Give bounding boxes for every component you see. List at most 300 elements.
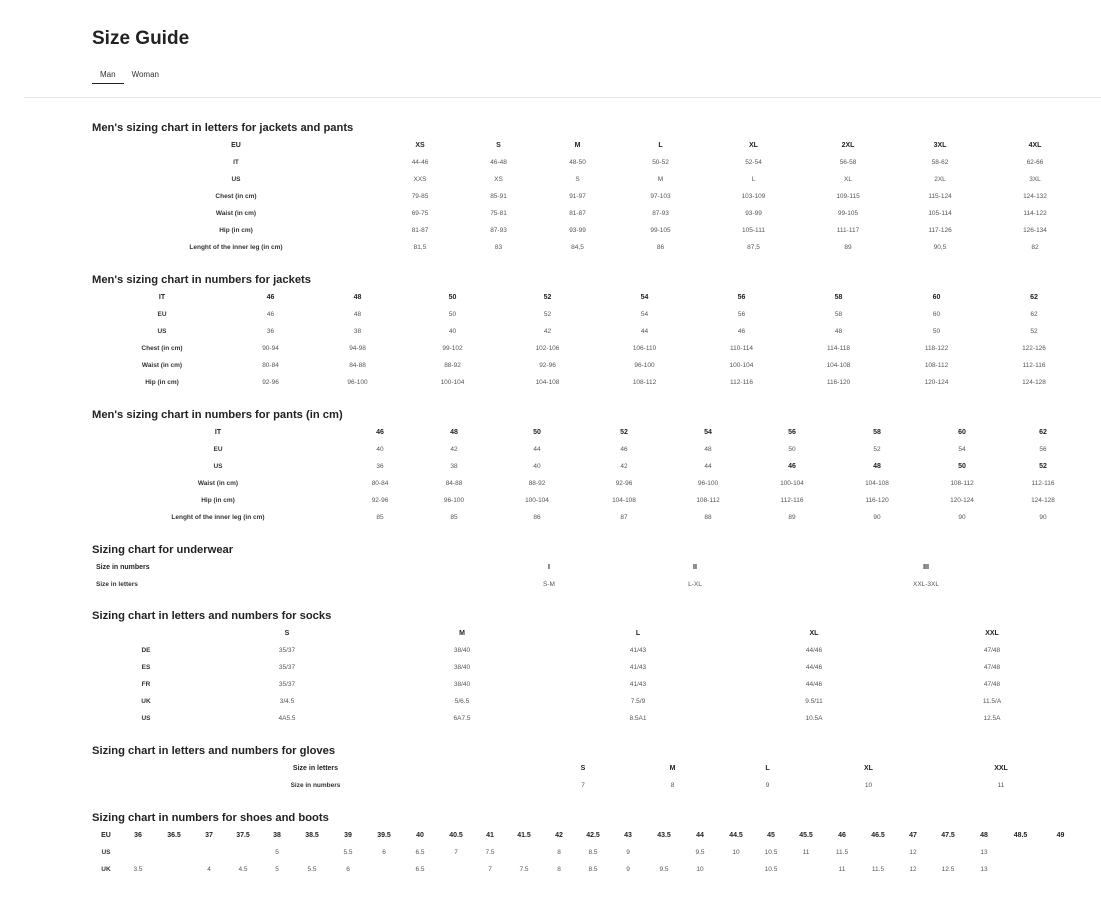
table-cell: 93-99: [745, 210, 762, 217]
table-cell: XS: [494, 176, 503, 183]
section-title: Sizing chart in numbers for shoes and boots: [92, 812, 329, 824]
table-cell: 48-50: [569, 159, 586, 166]
table-row: [92, 340, 1082, 357]
section-title: Sizing chart in letters and numbers for gloves: [92, 745, 336, 757]
table-cell: 56: [737, 311, 746, 318]
table-cell: 38: [353, 328, 362, 335]
table-cell: 50: [448, 311, 457, 318]
row-label: Lenght of the inner leg (in cm): [171, 514, 265, 521]
table-cell: 8.5: [588, 849, 598, 856]
table-cell: 7.5: [485, 849, 495, 856]
table-row: [92, 289, 1082, 306]
table-cell: 46: [838, 832, 846, 839]
row-label: Waist (in cm): [197, 480, 239, 487]
row-label: UK: [141, 698, 151, 705]
table-cell: 10: [732, 849, 740, 856]
row-label: US: [231, 176, 241, 183]
size-table: [92, 289, 1082, 391]
table-cell: 44/46: [805, 681, 823, 688]
table-cell: 47: [909, 832, 917, 839]
table-cell: 9: [626, 849, 630, 856]
table-cell: 60: [932, 294, 941, 301]
table-cell: 52: [620, 429, 628, 436]
table-cell: S: [575, 176, 580, 183]
table-cell: 99-102: [442, 345, 463, 352]
table-cell: 36: [376, 463, 384, 470]
row-label: Lenght of the inner leg (in cm): [189, 244, 283, 251]
table-cell: 5: [275, 866, 279, 873]
table-cell: 88-92: [444, 362, 461, 369]
table-cell: III: [923, 564, 929, 571]
table-cell: 50: [788, 446, 796, 453]
table-cell: 3/4.5: [279, 698, 295, 705]
table-cell: 37: [205, 832, 213, 839]
table-cell: L: [635, 630, 641, 637]
table-cell: 88-92: [528, 480, 546, 487]
table-cell: L: [751, 176, 756, 183]
table-cell: 12: [909, 866, 917, 873]
table-row: [92, 659, 1082, 676]
table-cell: 52: [1030, 328, 1038, 335]
table-cell: 96-100: [697, 480, 719, 487]
table-cell: 126-134: [1023, 227, 1047, 234]
table-cell: 92-96: [615, 480, 633, 487]
section-underwear: [92, 543, 1082, 593]
table-cell: 38/40: [453, 681, 471, 688]
table-cell: [156, 861, 192, 878]
table-cell: 117-126: [928, 227, 952, 234]
table-cell: 50: [932, 328, 941, 335]
table-cell: 90-94: [262, 345, 279, 352]
table-cell: 10.5: [764, 849, 778, 856]
table-row: [92, 676, 1082, 693]
table-cell: 114-118: [827, 345, 850, 352]
table-cell: 5.5: [307, 866, 317, 873]
table-cell: 45: [767, 832, 775, 839]
table-cell: 90: [873, 514, 881, 521]
table-cell: 35/37: [278, 681, 296, 688]
table-cell: 86: [533, 514, 541, 521]
table-cell: 111-117: [836, 227, 860, 234]
table-cell: 58: [873, 429, 881, 436]
table-cell: M: [669, 765, 676, 772]
table-cell: 60: [932, 311, 941, 318]
table-cell: 47.5: [941, 832, 955, 839]
table-cell: 38/40: [453, 647, 471, 654]
table-cell: 108-112: [632, 379, 657, 386]
table-cell: [1002, 844, 1039, 861]
table-cell: 46: [788, 463, 796, 470]
table-cell: 92-96: [262, 379, 279, 386]
table-cell: 10: [696, 866, 704, 873]
table-cell: 102-106: [535, 345, 560, 352]
table-cell: 81,5: [413, 244, 427, 251]
table-cell: 87-93: [490, 227, 507, 234]
table-cell: XS: [415, 142, 425, 149]
table-row: [92, 171, 1082, 188]
table-row: [92, 222, 1082, 239]
table-cell: [860, 844, 896, 861]
table-cell: 44: [696, 832, 704, 839]
table-cell: 96-100: [443, 497, 465, 504]
table-cell: 52: [543, 294, 552, 301]
table-cell: 85-91: [490, 193, 507, 200]
table-cell: 40: [376, 446, 384, 453]
row-label: Hip (in cm): [219, 227, 253, 234]
table-cell: 11.5: [871, 866, 885, 873]
table-cell: XL: [844, 176, 852, 183]
table-cell: 49: [1056, 832, 1065, 839]
table-cell: 47/48: [983, 647, 1001, 654]
table-cell: 112-116: [1031, 480, 1055, 487]
table-cell: 100-104: [525, 497, 549, 504]
table-cell: 120-124: [950, 497, 974, 504]
table-cell: 112-116: [730, 379, 753, 386]
table-cell: XL: [749, 142, 758, 149]
table-cell: 54: [640, 311, 649, 318]
table-cell: 81-87: [411, 227, 429, 234]
table-cell: 58: [834, 311, 843, 318]
table-cell: 4A5.5: [278, 715, 296, 722]
table-cell: 41/43: [629, 664, 647, 671]
table-cell: 9: [765, 782, 770, 789]
table-row: [92, 458, 1082, 475]
table-cell: S: [284, 630, 290, 637]
table-cell: XXL: [994, 765, 1008, 772]
row-label: DE: [141, 647, 151, 654]
table-cell: 9.5/11: [805, 698, 823, 705]
size-table: [92, 760, 1082, 794]
table-cell: 12: [909, 849, 917, 856]
table-cell: [156, 844, 192, 861]
table-cell: [788, 861, 824, 878]
table-cell: 69-75: [411, 210, 429, 217]
table-row: [92, 861, 1082, 878]
table-cell: 48: [873, 463, 881, 470]
table-cell: 47/48: [983, 681, 1001, 688]
table-cell: 48: [980, 832, 988, 839]
table-cell: 44-46: [411, 159, 429, 166]
table-cell: 105-111: [742, 227, 765, 234]
table-cell: 104-108: [826, 362, 851, 369]
table-cell: 7: [454, 849, 458, 856]
section-title: Men's sizing chart in numbers for pants (in cm): [92, 409, 343, 421]
table-cell: 52: [873, 446, 881, 453]
table-cell: 81-87: [569, 210, 586, 217]
table-cell: 8.5: [588, 866, 598, 873]
table-cell: 108-112: [924, 362, 949, 369]
table-cell: L: [658, 142, 663, 149]
row-label: Waist (in cm): [141, 362, 183, 369]
table-cell: 41/43: [629, 647, 647, 654]
table-cell: 112-116: [780, 497, 804, 504]
table-cell: 9.5: [659, 866, 669, 873]
table-cell: 124-128: [1022, 379, 1046, 386]
table-cell: 97-103: [650, 193, 671, 200]
table-cell: 58: [834, 294, 843, 301]
table-cell: [1002, 861, 1039, 878]
table-row: [92, 576, 1082, 593]
table-cell: I: [548, 564, 550, 571]
table-row: [92, 441, 1082, 458]
table-cell: 11: [802, 849, 810, 856]
table-cell: 50-52: [652, 159, 669, 166]
table-cell: 8: [670, 782, 675, 789]
table-cell: 46: [376, 429, 384, 436]
tab-woman[interactable]: Woman: [131, 70, 159, 79]
size-table: [92, 559, 1082, 593]
header-divider: [24, 97, 1101, 98]
table-cell: 41/43: [629, 681, 647, 688]
table-cell: 90: [958, 514, 966, 521]
table-cell: 12.5A: [983, 715, 1001, 722]
table-cell: 37.5: [236, 832, 250, 839]
row-label: Size in numbers: [96, 564, 150, 571]
row-label: Hip (in cm): [201, 497, 235, 504]
table-cell: 124-128: [1031, 497, 1055, 504]
row-label: Hip (in cm): [145, 379, 179, 386]
table-cell: 6: [382, 849, 386, 856]
table-cell: 56-58: [839, 159, 857, 166]
table-cell: 84,5: [571, 244, 584, 251]
page-title: Size Guide: [92, 28, 190, 49]
table-row: [92, 642, 1082, 659]
section-title: Men's sizing chart in numbers for jackets: [92, 274, 312, 286]
table-cell: [506, 844, 542, 861]
table-row: [92, 475, 1082, 492]
table-cell: 50: [448, 294, 457, 301]
table-cell: [1039, 844, 1082, 861]
table-cell: 56: [1039, 446, 1047, 453]
table-row: [92, 710, 1082, 727]
table-cell: 116-120: [865, 497, 889, 504]
table-cell: 8: [557, 849, 561, 856]
gender-tabs: [92, 70, 167, 84]
row-label: Size in numbers: [290, 782, 341, 789]
table-cell: S-M: [543, 581, 555, 588]
section-title: Sizing chart in letters and numbers for socks: [92, 610, 332, 622]
table-cell: 4: [207, 866, 211, 873]
section-title: Sizing chart for underwear: [92, 544, 234, 556]
table-cell: 9: [626, 866, 630, 873]
table-cell: 89: [788, 514, 796, 521]
table-cell: 96-100: [634, 362, 655, 369]
table-cell: 62: [1039, 429, 1047, 436]
table-cell: XXL-3XL: [912, 581, 940, 588]
table-cell: 10.5A: [805, 715, 823, 722]
section-socks: [92, 609, 1082, 727]
table-cell: 44: [640, 328, 649, 335]
table-cell: II: [693, 564, 697, 571]
table-cell: 100-104: [780, 480, 804, 487]
table-cell: 80-84: [262, 362, 279, 369]
row-label: IT: [214, 429, 222, 436]
table-cell: 90: [1039, 514, 1047, 521]
table-cell: 13: [980, 866, 988, 873]
table-cell: 38/40: [453, 664, 471, 671]
table-cell: 7.5: [519, 866, 529, 873]
table-row: [92, 777, 1082, 794]
table-row: [92, 509, 1082, 526]
table-cell: 42: [543, 328, 552, 335]
row-label: ES: [141, 664, 151, 671]
table-cell: 11.5/A: [982, 698, 1002, 705]
table-cell: 109-115: [836, 193, 860, 200]
table-cell: L-XL: [688, 581, 702, 588]
table-cell: 56: [737, 294, 746, 301]
table-cell: 75-81: [490, 210, 507, 217]
table-cell: 40: [448, 328, 457, 335]
table-cell: 3.5: [133, 866, 143, 873]
table-cell: 46.5: [871, 832, 885, 839]
table-cell: 99-105: [650, 227, 671, 234]
table-cell: 58-62: [931, 159, 949, 166]
table-row: [92, 188, 1082, 205]
table-cell: [226, 844, 260, 861]
table-row: [92, 323, 1082, 340]
table-cell: 50: [958, 463, 966, 470]
table-cell: 115-124: [928, 193, 952, 200]
table-cell: 105-114: [928, 210, 952, 217]
table-row: [92, 357, 1082, 374]
table-cell: 46: [737, 328, 746, 335]
table-cell: 47/48: [983, 664, 1001, 671]
table-cell: 12.5: [941, 866, 955, 873]
table-cell: 41: [486, 832, 494, 839]
section-gloves: [92, 744, 1082, 794]
table-cell: 48.5: [1013, 832, 1028, 839]
table-cell: 62: [1030, 311, 1038, 318]
table-cell: 87: [620, 514, 628, 521]
table-cell: 92-96: [371, 497, 389, 504]
table-cell: 9.5: [695, 849, 705, 856]
table-cell: 48: [353, 311, 362, 318]
table-cell: 114-122: [1023, 210, 1047, 217]
table-cell: 46-48: [490, 159, 507, 166]
table-cell: 106-110: [632, 345, 657, 352]
row-label: Waist (in cm): [215, 210, 257, 217]
table-row: [92, 205, 1082, 222]
table-cell: 40: [416, 832, 424, 839]
row-label: Size in letters: [96, 581, 138, 588]
table-cell: 2XL: [841, 142, 855, 149]
table-row: [92, 137, 1082, 154]
table-cell: 39: [344, 832, 352, 839]
table-cell: 80-84: [371, 480, 389, 487]
table-row: [92, 625, 1082, 642]
table-cell: XL: [809, 630, 819, 637]
table-cell: [120, 844, 156, 861]
table-cell: 35/37: [278, 647, 296, 654]
table-cell: 122-126: [1022, 345, 1046, 352]
table-cell: 3XL: [1029, 176, 1041, 183]
table-cell: 100-104: [440, 379, 465, 386]
table-cell: L: [765, 765, 770, 772]
table-cell: 44: [533, 446, 541, 453]
table-row: [92, 559, 1082, 576]
row-label: US: [101, 849, 111, 856]
table-cell: 43: [624, 832, 632, 839]
section-numbers-pants: [92, 408, 1082, 526]
table-cell: 44.5: [729, 832, 743, 839]
row-label: EU: [231, 142, 241, 149]
table-cell: 38: [450, 463, 458, 470]
table-cell: 54: [958, 446, 966, 453]
table-cell: 112-116: [1022, 362, 1046, 369]
table-cell: 48: [704, 446, 712, 453]
table-cell: 56: [788, 429, 796, 436]
table-cell: S: [580, 765, 586, 772]
table-cell: 11.5: [835, 849, 849, 856]
section-shoes: [92, 811, 1082, 878]
table-cell: XL: [864, 765, 873, 772]
table-row: [92, 424, 1082, 441]
table-cell: 8.5A1: [629, 715, 647, 722]
row-label: US: [157, 328, 167, 335]
table-cell: 89: [844, 244, 852, 251]
table-row: [92, 374, 1082, 391]
row-label: Size in letters: [292, 765, 339, 772]
table-cell: 52: [1039, 463, 1047, 470]
table-cell: 35/37: [278, 664, 296, 671]
table-row: [92, 760, 1082, 777]
table-cell: 10: [864, 782, 873, 789]
row-label: EU: [213, 446, 223, 453]
table-cell: 87-93: [652, 210, 669, 217]
table-cell: 104-108: [612, 497, 636, 504]
table-cell: 36.5: [167, 832, 181, 839]
table-cell: 36: [134, 832, 142, 839]
table-cell: 7: [581, 782, 585, 789]
table-cell: 46: [266, 311, 275, 318]
table-cell: S: [496, 142, 501, 149]
size-table: [92, 424, 1082, 526]
table-cell: 108-112: [696, 497, 720, 504]
table-cell: 8: [557, 866, 561, 873]
table-cell: 42.5: [586, 832, 600, 839]
table-cell: 7: [488, 866, 492, 873]
size-table: [92, 827, 1082, 878]
table-cell: 54: [640, 294, 649, 301]
table-cell: 100-104: [729, 362, 754, 369]
row-label: IT: [233, 159, 239, 166]
table-cell: 52-54: [745, 159, 762, 166]
table-cell: [646, 844, 682, 861]
tab-man[interactable]: Man: [92, 70, 124, 84]
table-cell: XXL: [985, 630, 999, 637]
table-cell: 86: [656, 244, 665, 251]
row-label: US: [213, 463, 223, 470]
table-cell: 85: [376, 514, 384, 521]
table-cell: 44/46: [805, 664, 823, 671]
table-cell: 120-124: [924, 379, 949, 386]
table-cell: 6A7.5: [453, 715, 471, 722]
table-cell: 110-114: [730, 345, 753, 352]
table-cell: 11: [997, 782, 1005, 789]
table-cell: 3XL: [933, 142, 947, 149]
table-cell: 54: [704, 429, 712, 436]
table-row: [92, 693, 1082, 710]
table-cell: 124-132: [1023, 193, 1047, 200]
table-cell: 38: [273, 832, 281, 839]
table-row: [92, 154, 1082, 171]
row-label: UK: [101, 866, 111, 873]
table-cell: [1039, 861, 1082, 878]
table-cell: [366, 861, 402, 878]
table-cell: 91-97: [569, 193, 586, 200]
table-cell: 118-122: [924, 345, 949, 352]
section-title: Men's sizing chart in letters for jackets and pants: [92, 122, 354, 134]
